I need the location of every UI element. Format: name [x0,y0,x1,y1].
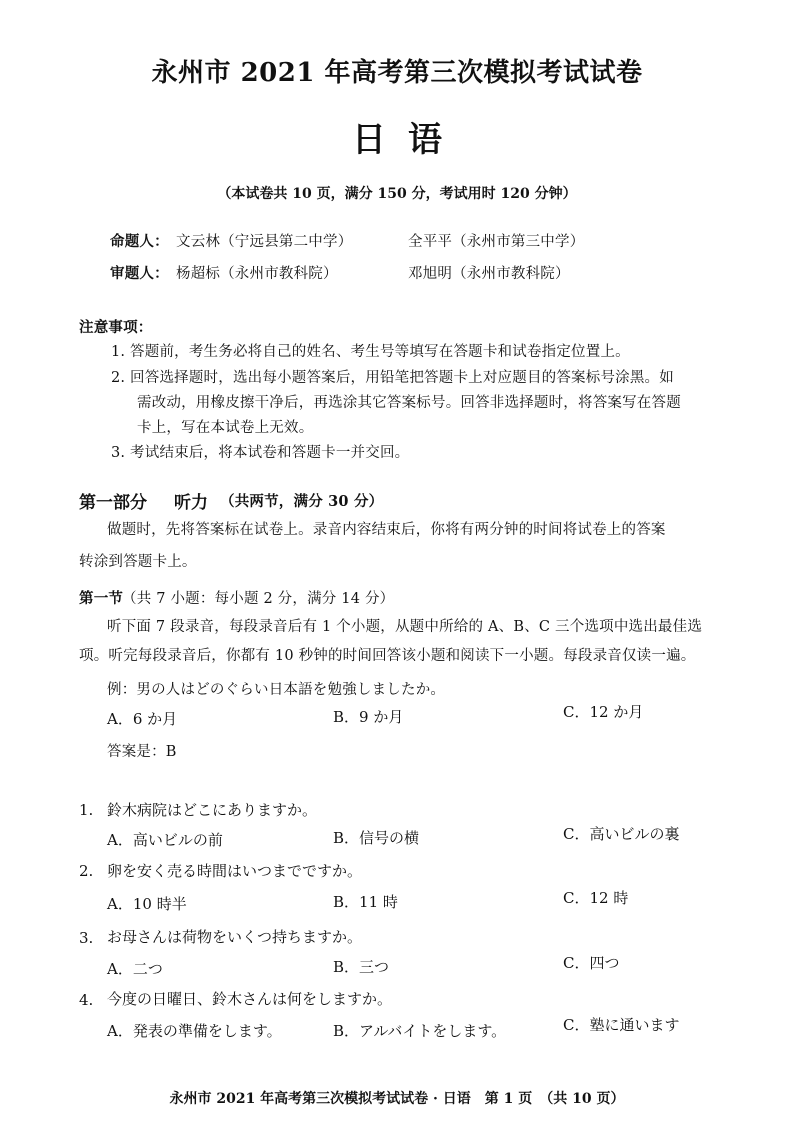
question-2-option-c: C．12 時 [563,889,629,907]
exam-meta: （本试卷共 10 页，满分 150 分，考试用时 120 分钟） [217,186,577,202]
writer-2: 全平平（永州市第三中学） [408,234,585,250]
note-3: 3. 考试结束后，将本试卷和答题卡一并交回。 [111,445,410,461]
question-2-option-b: B．11 時 [333,893,398,911]
question-2-stem: 卵を安く売る時間はいつまでですか。 [107,862,363,880]
question-4-number: 4. [79,991,94,1009]
question-3-option-b: B．三つ [333,958,390,976]
question-3-option-c: C．四つ [563,954,620,972]
part1-instruction-b: 转涂到答题卡上。 [79,554,197,570]
example-answer: 答案是：B [107,744,177,760]
question-1-option-a: A．高いビルの前 [107,831,223,849]
section1-title: 第一节 [79,590,124,607]
section1-instruction-a: 听下面 7 段录音，每段录音后有 1 个小题，从题中所给的 A、B、C 三个选项中选出最佳选 [107,619,703,635]
example-option-a: A．6 か月 [107,710,178,728]
reviewers-label: 审题人： [110,265,169,282]
question-3-option-a: A．二つ [107,960,163,978]
question-3-number: 3. [79,929,94,947]
example-stem: 例：男の人はどのぐらい日本語を勉強しましたか。 [107,682,446,698]
note-2a: 2. 回答选择题时，选出每小题答案后，用铅笔把答题卡上对应题目的答案标号涂黑。如 [111,370,674,386]
section1-instruction-b: 项。听完每段录音后，你都有 10 秒钟的时间回答该小题和阅读下一小题。每段录音仅读一遍。 [79,648,696,664]
subject-title: 日语 [352,120,464,160]
exam-title: 永州市 2021 年高考第三次模拟考试试卷 [151,58,643,88]
question-1-stem: 鈴木病院はどこにありますか。 [107,801,318,819]
question-4-option-b: B．アルバイトをします。 [333,1022,507,1040]
question-1-option-b: B．信号の横 [333,829,420,847]
question-2-number: 2. [79,862,94,880]
question-1-option-c: C．高いビルの裏 [563,825,680,843]
page-footer: 永州市 2021 年高考第三次模拟考试试卷 · 日语 第 1 页 （共 10 页） [169,1091,625,1107]
note-2b: 需改动，用橡皮擦干净后，再选涂其它答案标号。回答非选择题时，将答案写在答题 [137,395,681,411]
reviewer-1: 杨超标（永州市教科院） [176,266,338,282]
note-2c: 卡上，写在本试卷上无效。 [137,420,314,436]
question-4-stem: 今度の日曜日、鈴木さんは何をしますか。 [107,990,393,1008]
reviewer-2: 邓旭明（永州市教科院） [408,266,570,282]
part1-instruction-a: 做题时，先将答案标在试卷上。录音内容结束后，你将有两分钟的时间将试卷上的答案 [107,522,666,538]
note-1: 1. 答题前，考生务必将自己的姓名、考生号等填写在答题卡和试卷指定位置上。 [111,344,630,360]
example-option-c: C．12 か月 [563,703,644,721]
example-option-b: B．9 か月 [333,708,404,726]
part1-score: （共两节，满分 30 分） [220,493,384,510]
question-4-option-c: C．塾に通います [563,1016,680,1034]
writers-label: 命题人： [110,233,169,250]
question-4-option-a: A．発表の準備をします。 [107,1022,282,1040]
question-1-number: 1. [79,801,94,819]
section1-desc: （共 7 小题：每小题 2 分，满分 14 分） [122,591,395,607]
part1-title: 第一部分 [79,493,147,513]
question-2-option-a: A．10 時半 [107,895,187,913]
notes-heading: 注意事项： [79,319,153,336]
question-3-stem: お母さんは荷物をいくつ持ちますか。 [107,928,363,946]
writer-1: 文云林（宁远县第二中学） [176,234,353,250]
part1-name: 听力 [174,493,208,513]
